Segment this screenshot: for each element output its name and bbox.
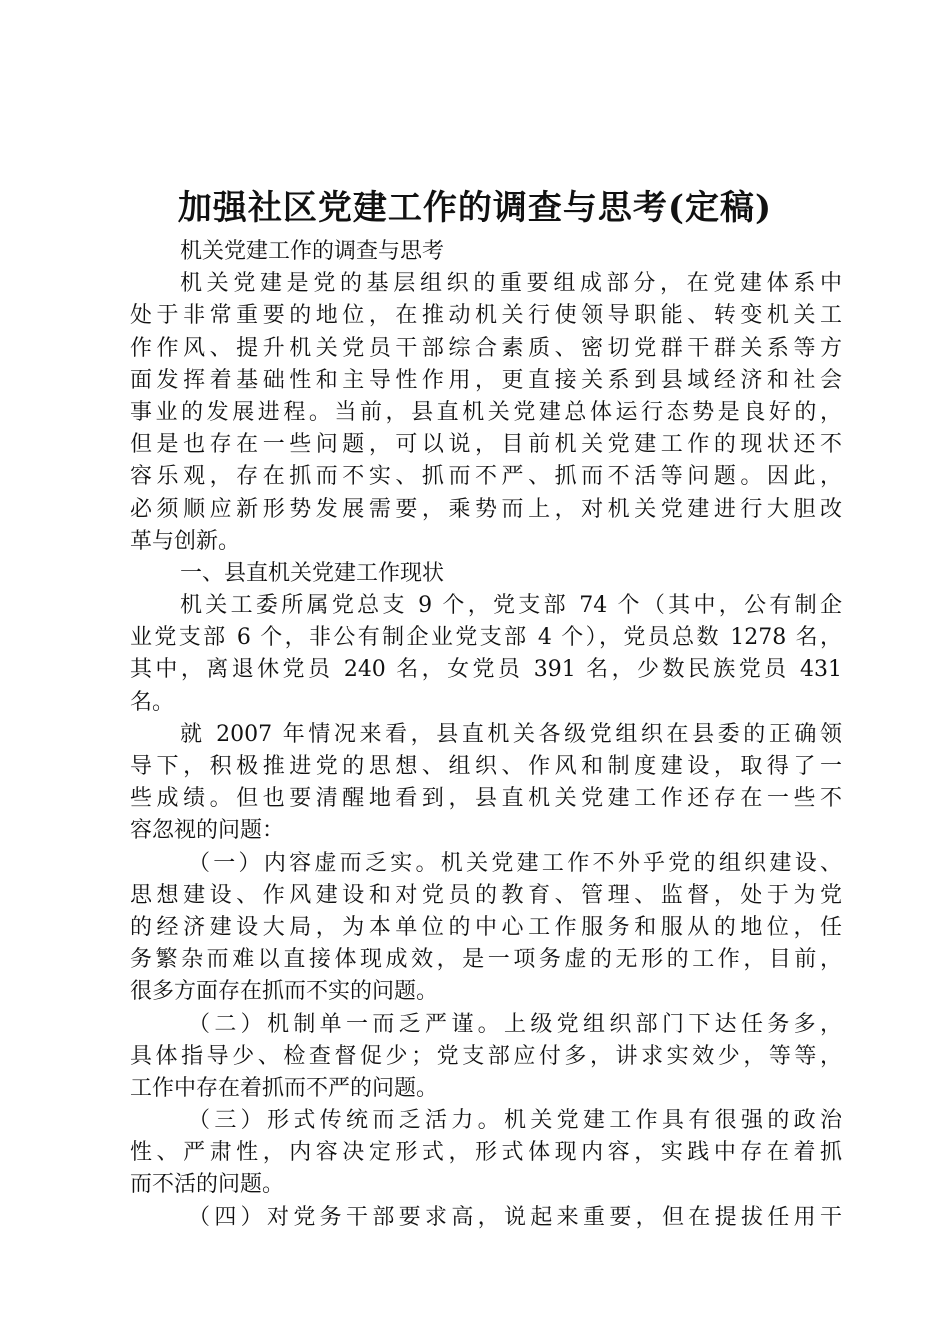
paragraph-line: 但是也存在一些问题，可以说，目前机关党建工作的现状还不 — [130, 432, 842, 458]
paragraph-line: 的经济建设大局，为本单位的中心工作服务和服从的地位，任 — [130, 914, 842, 940]
paragraph-line: 业党支部 6 个，非公有制企业党支部 4 个），党员总数 1278 名， — [130, 625, 842, 651]
paragraph-line: 务繁杂而难以直接体现成效，是一项务虚的无形的工作，目前， — [130, 947, 842, 973]
paragraph-line: 容忽视的问题： — [130, 818, 285, 844]
paragraph-line: 些成绩。但也要清醒地看到，县直机关党建工作还存在一些不 — [130, 786, 842, 812]
paragraph-line: 工作中存在着抓而不严的问题。 — [130, 1075, 439, 1101]
paragraph-line: （二）机制单一而乏严谨。上级党组织部门下达任务多， — [188, 1011, 842, 1037]
paragraph-line: 很多方面存在抓而不实的问题。 — [130, 979, 439, 1005]
paragraph-line: 事业的发展进程。当前，县直机关党建总体运行态势是良好的， — [130, 399, 842, 425]
page-title: 加强社区党建工作的调查与思考(定稿) — [177, 188, 773, 228]
paragraph-line: 作作风、提升机关党员干部综合素质、密切党群干群关系等方 — [130, 335, 842, 361]
paragraph-line: 机关工委所属党总支 9 个，党支部 74 个（其中，公有制企 — [180, 593, 842, 619]
paragraph-line: 处于非常重要的地位，在推动机关行使领导职能、转变机关工 — [130, 303, 842, 329]
paragraph-line: 思想建设、作风建设和对党员的教育、管理、监督，处于为党 — [130, 882, 842, 908]
document-body — [130, 236, 842, 1234]
paragraph-line: 具体指导少、检查督促少；党支部应付多，讲求实效少，等等， — [130, 1043, 842, 1069]
paragraph-line: （三）形式传统而乏活力。机关党建工作具有很强的政治 — [188, 1108, 842, 1134]
paragraph-line: 性、严肃性，内容决定形式，形式体现内容，实践中存在着抓 — [130, 1140, 842, 1166]
paragraph-line: 就 2007 年情况来看，县直机关各级党组织在县委的正确领 — [180, 721, 842, 747]
subtitle-line: 机关党建工作的调查与思考 — [180, 239, 445, 264]
paragraph-line: 而不活的问题。 — [130, 1172, 285, 1198]
paragraph-line: 机关党建是党的基层组织的重要组成部分，在党建体系中 — [180, 271, 842, 297]
paragraph-line: 面发挥着基础性和主导性作用，更直接关系到县域经济和社会 — [130, 367, 842, 393]
paragraph-line: 容乐观，存在抓而不实、抓而不严、抓而不活等问题。因此， — [130, 464, 842, 490]
paragraph-line: （四）对党务干部要求高，说起来重要，但在提拔任用干 — [188, 1204, 842, 1230]
paragraph-line: 必须顺应新形势发展需要，乘势而上，对机关党建进行大胆改 — [130, 496, 842, 522]
paragraph-line: 导下，积极推进党的思想、组织、作风和制度建设，取得了一 — [130, 754, 842, 779]
paragraph-line: 其中，离退休党员 240 名，女党员 391 名，少数民族党员 431 — [130, 657, 842, 683]
section-heading: 一、县直机关党建工作现状 — [180, 560, 445, 586]
paragraph-line: 革与创新。 — [130, 528, 241, 554]
paragraph-line: 名。 — [130, 689, 175, 715]
paragraph-line: （一）内容虚而乏实。机关党建工作不外乎党的组织建设、 — [188, 850, 842, 876]
